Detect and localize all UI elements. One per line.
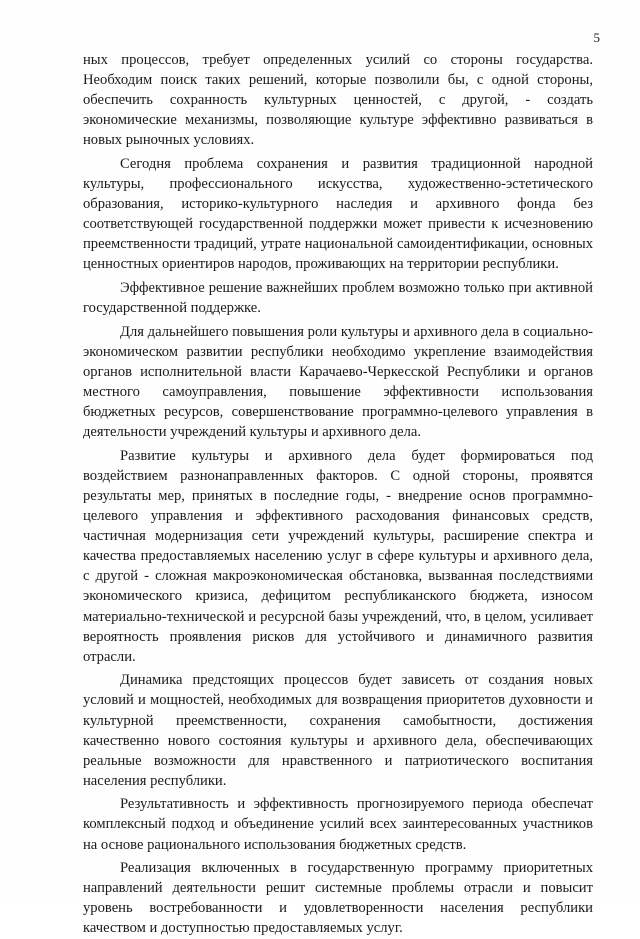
page-number: 5 <box>593 30 600 45</box>
paragraph: Развитие культуры и архивного дела будет формироваться под воздействием разнонаправленных факторов. С одной стороны, проявятся результаты мер, принятых в последние годы, - внедрение основ программно-целевого управления и эффективного расходования финансовых средств, частичная модернизация сети учреждений культуры, расширение спектра и качества предоставляемых населению услуг в сфере культуры и архивного дела, с другой - сложная макроэкономическая обстановка, вызванная последствиями экономического кризиса, дефицитом республиканского бюджета, износом материально-технической и ресурсной базы учреждений, что, в целом, усиливает вероятность проявления рисков для устойчивого и динамичного развития отрасли. <box>83 447 593 665</box>
body-text <box>83 50 593 939</box>
paragraph: Реализация включенных в государственную программу приоритетных направлений деятельности решит системные проблемы отрасли и повысит уровень востребованности и удовлетворенности населения республики качеством и доступностью предоставляемых услуг. <box>83 860 593 937</box>
paragraph: Динамика предстоящих процессов будет зависеть от создания новых условий и мощностей, необходимых для возвращения приоритетов духовности и культурной преемственности, сохранения самобытности, достижения качественно нового состояния культуры и архивного дела, обеспечивающих реальные возможности для нравственного и патриотического воспитания населения республики. <box>83 672 593 789</box>
paragraph: Сегодня проблема сохранения и развития традиционной народной культуры, профессионального искусства, художественно-эстетического образования, историко-культурного наследия и архивного фонда без соответствующей государственной поддержки может привести к исчезновению преемственности традиций, утрате национальной самоидентификации, основных ценностных ориентиров народов, проживающих на территории республики. <box>83 155 593 273</box>
paragraph: Результативность и эффективность прогнозируемого периода обеспечат комплексный подход и объединение усилий всех заинтересованных участников на основе рационального использования бюджетных средств. <box>83 796 593 853</box>
paragraph: Для дальнейшего повышения роли культуры и архивного дела в социально-экономическом развитии республики необходимо укрепление взаимодействия органов исполнительной власти Карачаево-Черкесской Республики и органов местного самоуправления, повышение эффективности использования бюджетных ресурсов, совершенствование программно-целевого управления в деятельности учреждений культуры и архивного дела. <box>83 323 593 441</box>
paragraph: Эффективное решение важнейших проблем возможно только при активной государственной поддержке. <box>83 280 593 317</box>
paragraph-continuation: ных процессов, требует определенных усилий со стороны государства. Необходим поиск таких решений, которые позволили бы, с одной стороны, обеспечить сохранность культурных ценностей, с другой, - создать экономические механизмы, позволяющие культуре эффективно развиваться в новых рыночных условиях. <box>83 52 593 149</box>
